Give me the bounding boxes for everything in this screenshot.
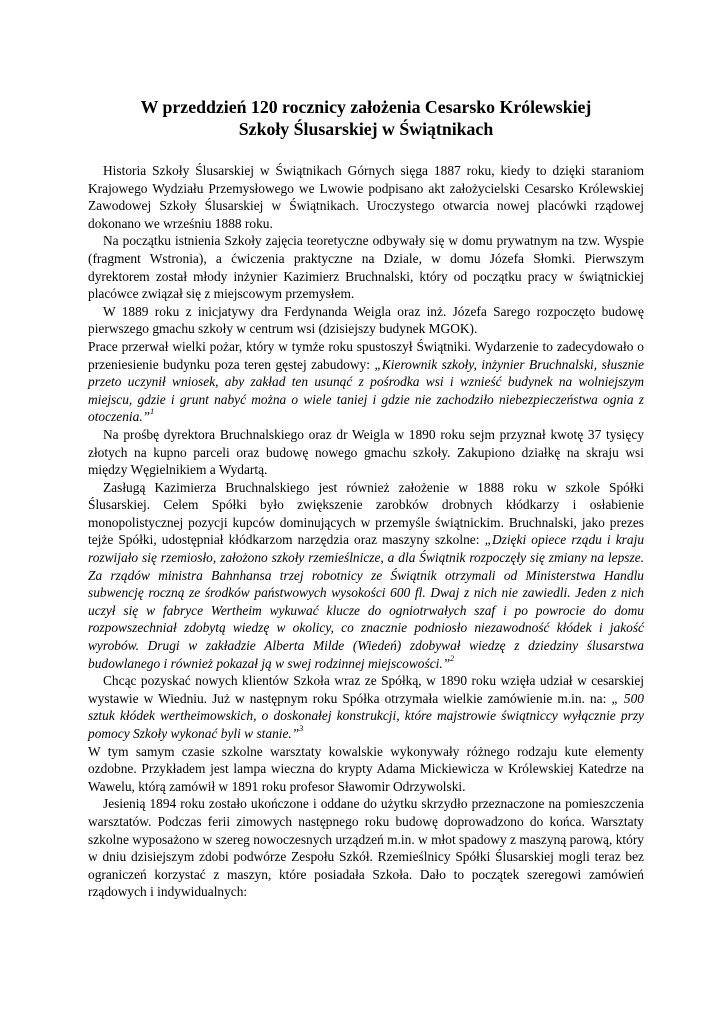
paragraph-7	[88, 672, 644, 742]
title-line-2: Szkoły Ślusarskiej w Świątnikach	[238, 119, 494, 139]
paragraph-8: W tym samym czasie szkolne warsztaty kowalskie wykonywały różnego rodzaju kute elementy ozdobne. Przykładem jest lampa wieczna do krypty Adama Mickiewicza w Królewskiej Katedrze na Wawelu, którą zamówił w 1891 roku profesor Sławomir Odrzywolski.	[88, 743, 644, 794]
document-page	[88, 96, 644, 901]
document-title	[88, 96, 644, 140]
paragraph-7-text: Chcąc pozyskać nowych klientów Szkoła wraz ze Spółką, w 1890 roku wzięła udział w cesarskiej wystawie w Wiedniu. Już w następnym roku Spółka otrzymała wielkie zamówienie m.in. na:	[88, 673, 644, 706]
paragraph-9: Jesienią 1894 roku zostało ukończone i oddane do użytku skrzydło przeznaczone na pomieszczenia warsztatów. Podczas ferii zimowych następnego roku budowę doprowadzono do końca. Warsztaty szkolne wyposażono w szereg nowoczesnych urządzeń m.in. w młot spadowy z maszyną parową, który w dniu dzisiejszym zdobi podwórze Zespołu Szkół. Rzemieślnicy Spółki Ślusarskiej mogli teraz bez ograniczeń korzystać z maszyn, które posiadała Szkoła. Dało to początek szeregowi zamówień rządowych i indywidualnych:	[88, 796, 644, 900]
footnote-ref-1: 1	[150, 407, 155, 417]
paragraph-1: Historia Szkoły Ślusarskiej w Świątnikach Górnych sięga 1887 roku, kiedy to dzięki staraniom Krajowego Wydziału Przemysłowego we Lwowie podpisano akt założycielski Cesarsko Królewskiej Zawodowej Szkoły Ślusarskiej w Świątnikach. Uroczystego otwarcia nowej placówki rządowej dokonano we wrześniu 1888 roku.	[88, 163, 644, 231]
paragraph-6-quote: „Dzięki opiece rządu i kraju rozwijało się rzemiosło, założono szkoły rzemieślnicze, a dla Świątnik rozpoczęły się zmiany na lepsze. Za rządów ministra Bahnhansa trzej robotnicy ze Świątnik otrzymali od Ministerstwa Handlu subwencję roczną ze środków państwowych wysokości 600 fl. Dwaj z nich nie zawiedli. Jeden z nich uczył się w fabryce Wertheim wykuwać klucze do ogniotrwałych szaf i po powrocie do domu rozpowszechniał zdobytą wiedzę w okolicy, co znacznie podniosło niezawodność kłódek i jakość wyrobów. Drugi w zakładzie Alberta Milde (Wiedeń) zdobywał wiedzę z dziedziny ślusarstwa budowlanego i również pokazał ją w swej rodzinnej miejscowości.”	[88, 532, 645, 671]
paragraph-5: Na prośbę dyrektora Bruchnalskiego oraz dr Weigla w 1890 roku sejm przyznał kwotę 37 tysięcy złotych na kupno parceli oraz budowę nowego gmachu szkoły. Zakupiono działkę na skraju wsi między Węgielnikiem a Wydartą.	[88, 426, 644, 478]
paragraph-3: W 1889 roku z inicjatywy dra Ferdynanda Weigla oraz inż. Józefa Sarego rozpoczęto budowę pierwszego gmachu szkoły w centrum wsi (dzisiejszy budynek MGOK).	[88, 303, 644, 337]
paragraph-2: Na początku istnienia Szkoły zajęcia teoretyczne odbywały się w domu prywatnym na tzw. Wyspie (fragment Wstronia), a ćwiczenia praktyczne na Dziale, w domu Józefa Słomki. Pierwszym dyrektorem został młody inżynier Kazimierz Bruchnalski, który od początku pracy w świątnickiej placówce związał się z miejscowym przemysłem.	[88, 233, 644, 302]
paragraph-6-text: Zasługą Kazimierza Bruchnalskiego jest również założenie w 1888 roku w szkole Spółki Ślusarskiej. Celem Spółki było zwiększenie zarobków drobnych kłódkarzy i osłabienie monopolistycznej pozycji kupców dominujących w przemyśle świątnickim. Bruchnalski, jako prezes tejże Spółki, udostępniał kłódkarzom narzędzia oraz maszyny szkolne:	[88, 479, 644, 548]
paragraph-4	[88, 338, 644, 426]
title-line-1: W przeddzień 120 rocznicy założenia Cesarsko Królewskiej	[140, 97, 592, 117]
paragraph-6	[88, 479, 644, 673]
paragraph-4-quote: „Kierownik szkoły, inżynier Bruchnalski, słusznie przeto uczynił wniosek, aby zakład ten usunąć z pośrodka wsi i wznieść budynek na wolniejszym miejscu, gdzie i grunt nabyć można o wiele taniej i gdzie nie zachodziło niebezpieczeństwa ognia z otoczenia.”	[88, 356, 644, 425]
paragraph-4-text: Prace przerwał wielki pożar, który w tymże roku spustoszył Świątniki. Wydarzenie to zadecydowało o przeniesienie budynku poza teren gęstej zabudowy:	[88, 338, 644, 372]
footnote-ref-2: 2	[450, 653, 455, 663]
footnote-ref-3: 3	[299, 724, 304, 733]
paragraph-7-quote: „ 500 sztuk kłódek wertheimowskich, o doskonałej konstrukcji, które majstrowie świątniccy wyłącznie przy pomocy Szkoły wykonać byli w stanie.”	[88, 690, 644, 741]
